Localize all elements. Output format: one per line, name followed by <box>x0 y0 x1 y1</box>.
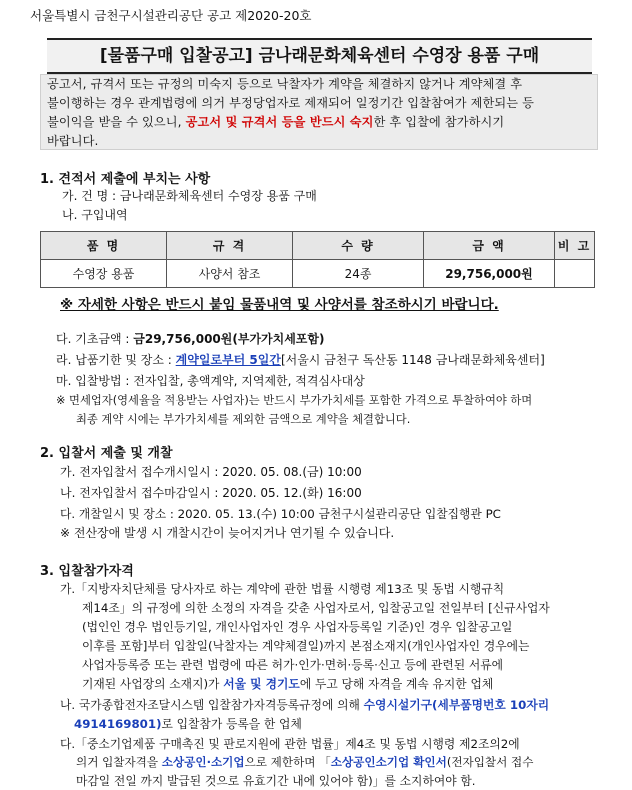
product-category: 수영시설기구(세부품명번호 10자리 <box>363 698 550 712</box>
table-cell: 수영장 용품 <box>41 260 167 288</box>
table-cell: 사양서 참조 <box>167 260 293 288</box>
qualification-text: 마감일 전일 까지 발급된 것으로 유효기간 내에 있어야 함)」를 소지하여야 함. <box>76 774 476 788</box>
warning-emphasis: 공고서 및 규격서 등을 반드시 숙지 <box>185 115 374 129</box>
qualification-segment: 으로 제한하며 「 <box>244 755 331 769</box>
delivery-place: [서울시 금천구 독산동 1148 금나래문화체육센터] <box>280 353 545 367</box>
qualification-segment: (전자입찰서 접수 <box>446 755 534 769</box>
item-name: 가. 건 명 : 금나래문화체육센터 수영장 용품 구매 <box>62 189 317 203</box>
qualification-segment: 로 입찰참가 등록을 한 업체 <box>161 717 302 731</box>
table-cell: 29,756,000원 <box>424 260 555 288</box>
table-header: 금 액 <box>424 232 555 260</box>
table-header: 수 량 <box>293 232 424 260</box>
qualification-text <box>76 754 533 770</box>
warning-line: 불이행하는 경우 관계법령에 의거 부정당업자로 제재되어 일정기간 입찰참여가 제한되는 등 <box>47 96 534 110</box>
qualification-segment: 기재된 사업장의 소재지)가 <box>82 677 224 691</box>
section-2-heading: 2. 입찰서 제출 및 개찰 <box>40 446 173 461</box>
product-code: 4914169801) <box>74 717 162 731</box>
delivery-label: 라. 납품기한 및 장소 : <box>56 353 176 367</box>
table-header: 규 격 <box>167 232 293 260</box>
qualification-text: 사업자등록증 또는 관련 법령에 따른 허가·인가·면허·등록·신고 등에 관련된 서류에 <box>82 658 504 672</box>
delivery-deadline: 계약일로부터 5일간 <box>175 353 281 367</box>
qualification-text <box>74 715 302 732</box>
qualification-segment: 나. 국가종합전자조달시스템 입찰참가자격등록규정에 의해 <box>60 698 364 712</box>
qualification-text <box>82 675 493 692</box>
qualification-segment: 의거 입찰자격을 <box>76 755 162 769</box>
qualification-segment: 에 두고 당해 자격을 계속 유지한 업체 <box>299 677 494 691</box>
opening-time-place: 다. 개찰일시 및 장소 : 2020. 05. 13.(수) 10:00 금천구시설관리공단 입찰집행관 PC <box>60 507 501 521</box>
table-header: 비 고 <box>555 232 595 260</box>
table-row <box>41 260 595 288</box>
warning-line: 공고서, 규격서 또는 규정의 미숙지 등으로 낙찰자가 계약을 체결하지 않거나 계약체결 후 <box>47 77 523 91</box>
tax-note: 최종 계약 시에는 부가가치세를 제외한 금액으로 계약을 체결합니다. <box>76 413 411 426</box>
page-title: [물품구매 입찰공고] 금나래문화체육센터 수영장 용품 구매 <box>47 38 592 74</box>
section-3-heading: 3. 입찰참가자격 <box>40 564 134 579</box>
delivery-info <box>56 351 545 368</box>
bid-open-time: 가. 전자입찰서 접수개시일시 : 2020. 05. 08.(금) 10:00 <box>60 465 362 479</box>
qualification-text: 제14조」의 규정에 의한 소정의 자격을 갖춘 사업자로서, 입찰공고일 전일부터 [신규사업자 <box>82 601 550 615</box>
reference-note: ※ 자세한 사항은 반드시 붙임 물품내역 및 사양서를 참조하시기 바랍니다. <box>60 297 499 313</box>
warning-box <box>40 74 598 150</box>
warning-text: 한 후 입찰에 참가하시기 <box>373 115 505 129</box>
section-1-heading: 1. 견적서 제출에 부치는 사항 <box>40 172 211 187</box>
table-cell: 24종 <box>293 260 424 288</box>
region-restriction: 서울 및 경기도 <box>223 677 300 691</box>
warning-line: 바랍니다. <box>47 134 99 148</box>
business-type: 소상공인·소기업 <box>161 755 245 769</box>
qualification-text: 이후를 포함]부터 입찰일(낙찰자는 계약체결일)까지 본점소재지(개인사업자인 경우에는 <box>82 639 530 653</box>
qualification-text <box>60 696 549 713</box>
qualification-text: 가.「지방자치단체를 당사자로 하는 계약에 관한 법률 시행령 제13조 및 동법 시행규칙 <box>60 582 505 596</box>
bid-close-time: 나. 전자입찰서 접수마감일시 : 2020. 05. 12.(화) 16:00 <box>60 486 362 500</box>
bid-method: 마. 입찰방법 : 전자입찰, 총액계약, 지역제한, 적격심사대상 <box>56 374 365 388</box>
warning-line <box>47 113 591 132</box>
warning-text: 불이익을 받을 수 있으니, <box>47 115 186 129</box>
base-amount-label: 다. 기초금액 : <box>56 332 134 346</box>
base-amount <box>56 330 324 347</box>
base-amount-value: 금29,756,000원(부가가치세포함) <box>133 332 325 346</box>
purchase-details-label: 나. 구입내역 <box>62 208 128 222</box>
table-header: 품 명 <box>41 232 167 260</box>
tax-note: ※ 면세업자(영세율을 적용받는 사업자)는 반드시 부가가치세를 포함한 가격으로 투찰하여야 하며 <box>56 394 533 407</box>
purchase-table <box>40 231 595 288</box>
notice-number: 서울특별시 금천구시설관리공단 공고 제2020-20호 <box>30 8 312 23</box>
qualification-text: (법인인 경우 법인등기일, 개인사업자인 경우 사업자등록일 기준)인 경우 입찰공고일 <box>82 620 513 634</box>
qualification-text: 다.「중소기업제품 구매촉진 및 판로지원에 관한 법률」제4조 및 동법 시행령 제2조의2에 <box>60 737 520 751</box>
table-header-row <box>41 232 595 260</box>
system-failure-note: ※ 전산장애 발생 시 개찰시간이 늦어지거나 연기될 수 있습니다. <box>60 526 395 540</box>
table-cell <box>555 260 595 288</box>
required-certificate: 소상공인소기업 확인서 <box>330 755 447 769</box>
